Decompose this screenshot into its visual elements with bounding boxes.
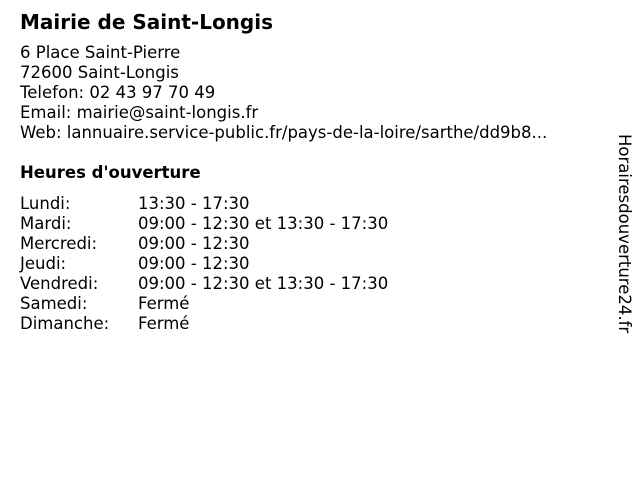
- hours-heading: Heures d'ouverture: [20, 163, 201, 182]
- time-value: 13:30 - 17:30: [138, 194, 250, 213]
- time-value: 09:00 - 12:30: [138, 234, 250, 253]
- site-watermark: Horairesdouverture24.fr: [615, 134, 634, 334]
- day-label: Mercredi:: [20, 234, 98, 253]
- day-label: Mardi:: [20, 214, 72, 233]
- page-title: Mairie de Saint-Longis: [20, 10, 273, 34]
- time-value: Fermé: [138, 294, 190, 313]
- website: [20, 123, 547, 143]
- city-address: 72600 Saint-Longis: [20, 63, 179, 82]
- website-label: Web:: [20, 123, 67, 142]
- website-link[interactable]: lannuaire.service-public.fr/pays-de-la-loire/sarthe/dd9b8...: [66, 123, 548, 142]
- day-label: Samedi:: [20, 294, 88, 313]
- day-label: Lundi:: [20, 194, 71, 213]
- day-label: Vendredi:: [20, 274, 99, 293]
- contact-info: [20, 43, 547, 143]
- time-value: Fermé: [138, 314, 190, 333]
- email-address: Email: mairie@saint-longis.fr: [20, 103, 259, 122]
- street-address: 6 Place Saint-Pierre: [20, 43, 181, 62]
- time-value: 09:00 - 12:30 et 13:30 - 17:30: [138, 214, 389, 233]
- phone-number: Telefon: 02 43 97 70 49: [20, 83, 216, 102]
- time-value: 09:00 - 12:30 et 13:30 - 17:30: [138, 274, 389, 293]
- day-label: Jeudi:: [20, 254, 67, 273]
- day-label: Dimanche:: [20, 314, 110, 333]
- time-value: 09:00 - 12:30: [138, 254, 250, 273]
